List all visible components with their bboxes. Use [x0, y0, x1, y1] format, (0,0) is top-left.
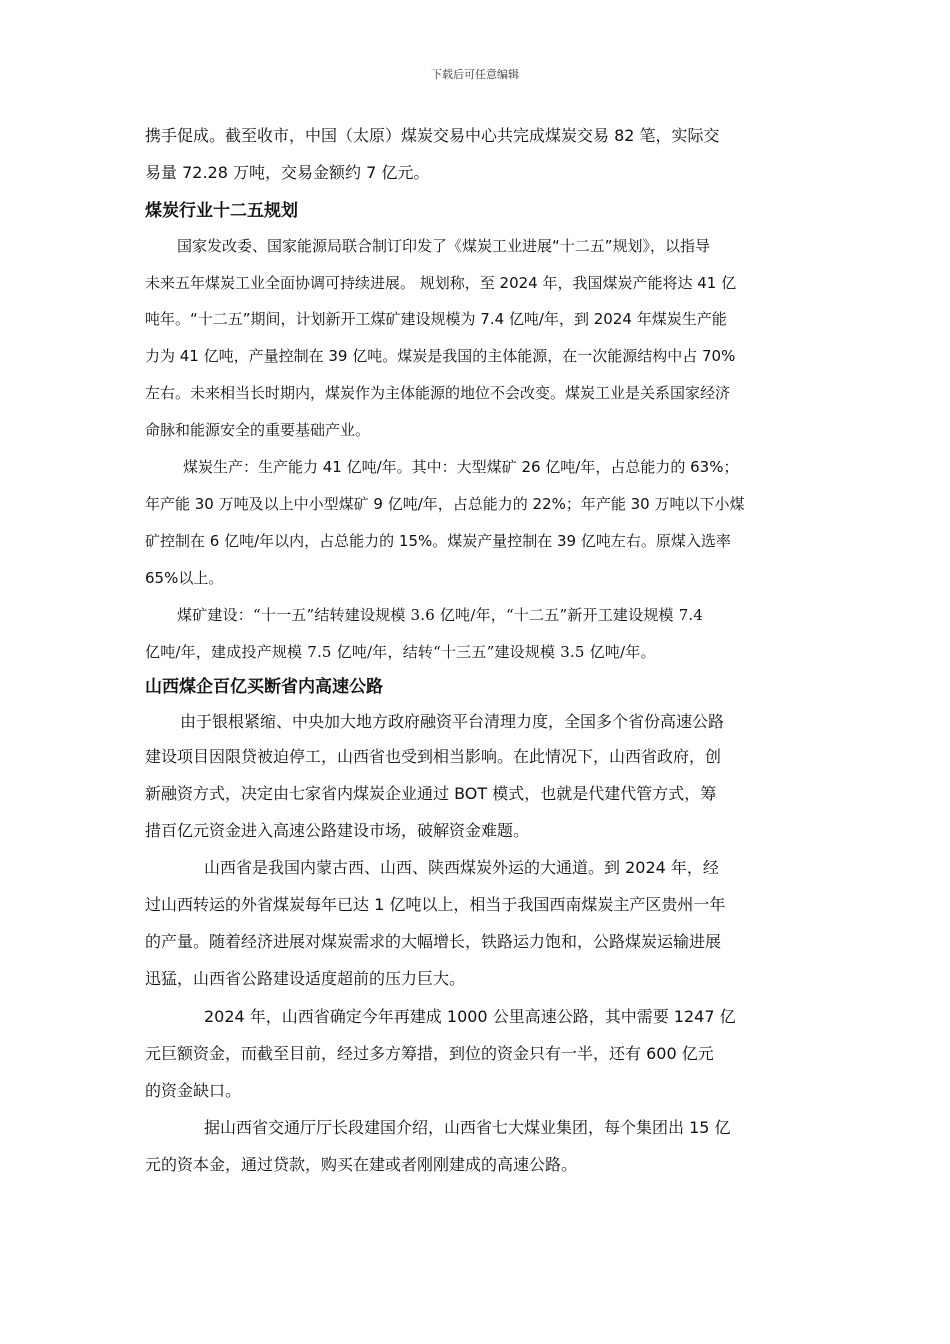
para3-line-1: 煤炭生产：生产能力 41 亿吨/年。其中：大型煤矿 26 亿吨/年，占总能力的 63%； — [183, 458, 739, 476]
para3-line-2: 年产能 30 万吨及以上中小型煤矿 9 亿吨/年，占总能力的 22%；年产能 30 万吨以下小煤 — [145, 495, 745, 513]
para5-line-4: 措百亿元资金进入高速公路建设市场，破解资金难题。 — [145, 821, 530, 840]
para6-line-4: 迅猛，山西省公路建设适度超前的压力巨大。 — [145, 969, 466, 988]
para2-line-3: 吨年。“十二五”期间，计划新开工煤矿建设规模为 7.4 亿吨/年，到 2024 年煤炭生产能 — [145, 310, 727, 328]
para2-line-4: 力为 41 亿吨，产量控制在 39 亿吨。煤炭是我国的主体能源，在一次能源结构中占 70% — [145, 347, 736, 365]
section-heading-shanxi-highway: 山西煤企百亿买断省内高速公路 — [145, 677, 383, 697]
para1-line-1: 携手促成。截至收市，中国（太原）煤炭交易中心共完成煤炭交易 82 笔，实际交 — [145, 126, 720, 145]
para5-line-3: 新融资方式，决定由七家省内煤炭企业通过 BOT 模式，也就是代建代管方式，筹 — [145, 784, 717, 803]
para6-line-2: 过山西转运的外省煤炭每年已达 1 亿吨以上，相当于我国西南煤炭主产区贵州一年 — [145, 895, 726, 914]
page-header: 下载后可任意编辑 — [431, 68, 519, 81]
para7-line-2: 元巨额资金，而截至目前，经过多方筹措，到位的资金只有一半，还有 600 亿元 — [145, 1044, 714, 1063]
para6-line-3: 的产量。随着经济进展对煤炭需求的大幅增长，铁路运力饱和，公路煤炭运输进展 — [145, 932, 722, 951]
para2-line-1: 国家发改委、国家能源局联合制订印发了《煤炭工业进展“十二五”规划》，以指导 — [177, 237, 711, 255]
para2-line-6: 命脉和能源安全的重要基础产业。 — [145, 421, 371, 439]
para7-line-3: 的资金缺口。 — [145, 1081, 242, 1100]
para3-line-4: 65%以上。 — [145, 569, 224, 587]
para5-line-2: 建设项目因限贷被迫停工，山西省也受到相当影响。在此情况下，山西省政府，创 — [145, 747, 722, 766]
para5-line-1: 由于银根紧缩、中央加大地方政府融资平台清理力度，全国多个省份高速公路 — [180, 712, 725, 731]
para4-line-2: 亿吨/年，建成投产规模 7.5 亿吨/年，结转“十三五”建设规模 3.5 亿吨/年。 — [145, 643, 656, 661]
para3-line-3: 矿控制在 6 亿吨/年以内，占总能力的 15%。煤炭产量控制在 39 亿吨左右。原煤入选率 — [145, 532, 731, 550]
para1-line-2: 易量 72.28 万吨，交易金额约 7 亿元。 — [145, 163, 430, 182]
para2-line-2: 未来五年煤炭工业全面协调可持续进展。 规划称，至 2024 年，我国煤炭产能将达 41 亿 — [145, 274, 737, 292]
para6-line-1: 山西省是我国内蒙古西、山西、陕西煤炭外运的大通道。到 2024 年，经 — [204, 858, 719, 877]
para8-line-2: 元的资本金，通过贷款，购买在建或者刚刚建成的高速公路。 — [145, 1155, 578, 1174]
para7-line-1: 2024 年，山西省确定今年再建成 1000 公里高速公路，其中需要 1247 亿 — [204, 1007, 736, 1026]
para2-line-5: 左右。未来相当长时期内，煤炭作为主体能源的地位不会改变。煤炭工业是关系国家经济 — [145, 384, 731, 402]
section-heading-five-year-plan: 煤炭行业十二五规划 — [145, 201, 298, 221]
para4-line-1: 煤矿建设：“十一五”结转建设规模 3.6 亿吨/年，“十二五”新开工建设规模 7.4 — [177, 606, 704, 624]
para8-line-1: 据山西省交通厅厅长段建国介绍，山西省七大煤业集团，每个集团出 15 亿 — [204, 1118, 731, 1137]
